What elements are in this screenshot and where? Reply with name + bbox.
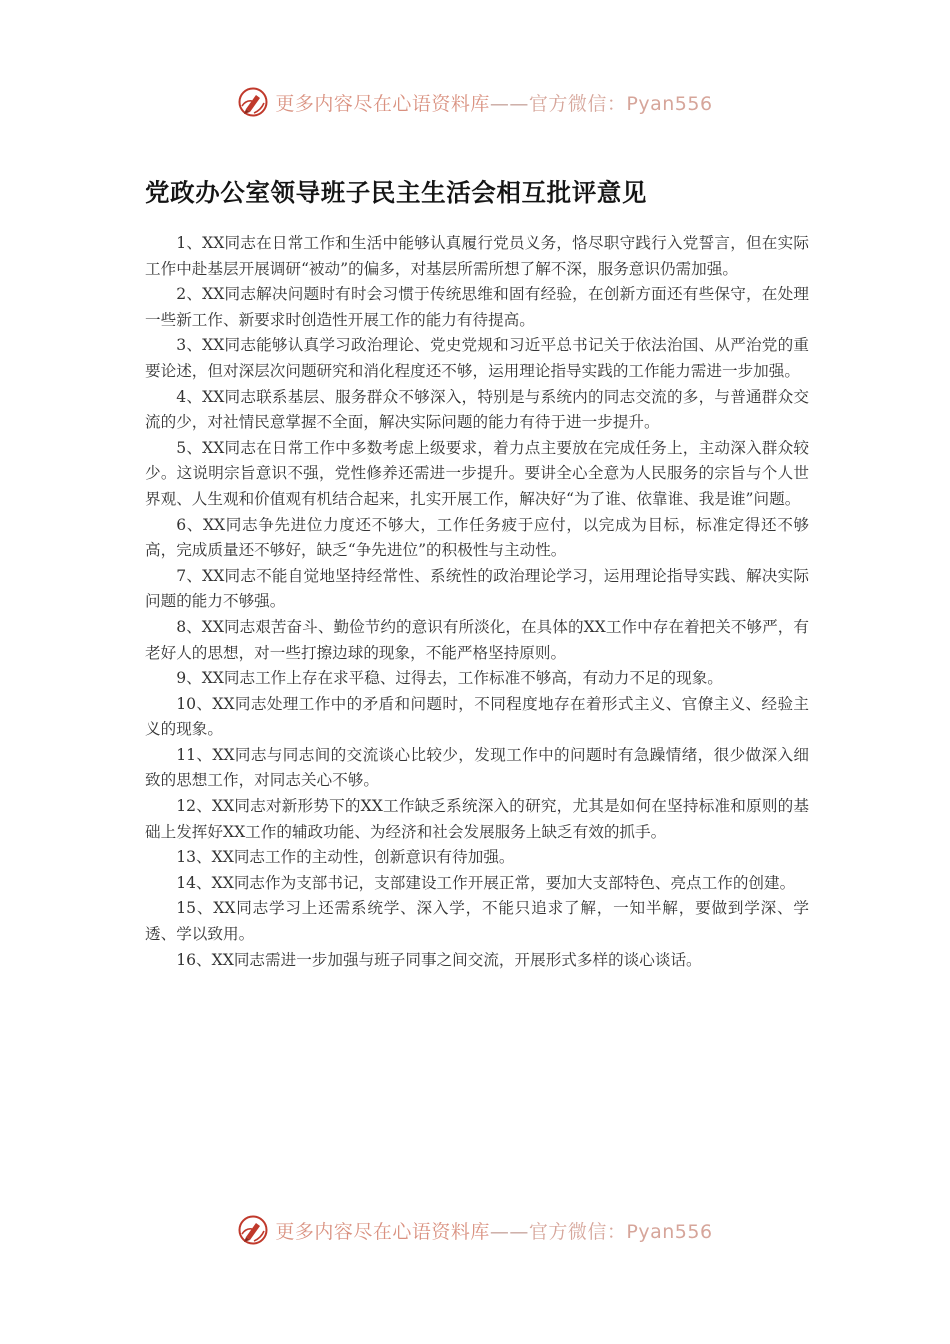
paragraph: 2、XX同志解决问题时有时会习惯于传统思维和固有经验，在创新方面还有些保守，在处理一些新工作、新要求时创造性开展工作的能力有待提高。 — [145, 285, 809, 329]
banner-wechat: 官方微信：Pyan556 — [528, 1220, 713, 1243]
paragraph: 15、XX同志学习上还需系统学、深入学，不能只追求了解，一知半解，要做到学深、学透、学以致用。 — [145, 899, 809, 944]
paragraph: 3、XX同志能够认真学习政治理论、党史党规和习近平总书记关于依法治国、从严治党的重要论述，但对深层次问题研究和消化程度还不够，运用理论指导实践的工作能力需进一步加强。 — [145, 336, 809, 380]
footer-banner-text — [275, 1217, 712, 1244]
paragraph: 7、XX同志不能自觉地坚持经常性、系统性的政治理论学习，运用理论指导实践、解决实际问题的能力不够强。 — [145, 566, 809, 611]
banner-dash: —— — [489, 1220, 529, 1243]
paragraph: 5、XX同志在日常工作中多数考虑上级要求，着力点主要放在完成任务上，主动深入群众较少。这说明宗旨意识不强，党性修养还需进一步提升。要讲全心全意为人民服务的宗旨与个人世界观、人生观和价值观有机结合起来，扎实开展工作，解决好“为了谁、依靠谁、我是谁”问题。 — [145, 438, 809, 508]
paragraph: 14、XX同志作为支部书记，支部建设工作开展正常，要加大支部特色、亮点工作的创建。 — [176, 873, 796, 892]
paragraph: 10、XX同志处理工作中的矛盾和问题时，不同程度地存在着形式主义、官僚主义、经验主义的现象。 — [145, 694, 809, 739]
paragraph: 13、XX同志工作的主动性，创新意识有待加强。 — [176, 848, 515, 867]
document-body — [145, 231, 809, 973]
header-banner-text — [275, 89, 712, 116]
banner-dash: —— — [489, 92, 529, 115]
pen-nib-logo-icon — [237, 1214, 269, 1246]
paragraph: 6、XX同志争先进位力度还不够大，工作任务疲于应付，以完成为目标，标准定得还不够高，完成质量还不够好，缺乏“争先进位”的积极性与主动性。 — [145, 515, 809, 560]
paragraph: 16、XX同志需进一步加强与班子同事之间交流，开展形式多样的谈心谈话。 — [176, 950, 702, 969]
banner-slogan: 更多内容尽在心语资料库 — [275, 1220, 490, 1243]
paragraph: 9、XX同志工作上存在求平稳、过得去，工作标准不够高，有动力不足的现象。 — [176, 669, 723, 688]
header-banner — [0, 80, 950, 124]
document-title: 党政办公室领导班子民主生活会相互批评意见 — [145, 178, 647, 207]
footer-banner — [0, 1208, 950, 1252]
paragraph: 4、XX同志联系基层、服务群众不够深入，特别是与系统内的同志交流的多，与普通群众交流的少，对社情民意掌握不全面，解决实际问题的能力有待于进一步提升。 — [145, 387, 809, 432]
banner-wechat: 官方微信：Pyan556 — [528, 92, 713, 115]
banner-slogan: 更多内容尽在心语资料库 — [275, 92, 490, 115]
paragraph: 1、XX同志在日常工作和生活中能够认真履行党员义务，恪尽职守践行入党誓言，但在实际工作中赴基层开展调研“被动”的偏多，对基层所需所想了解不深，服务意识仍需加强。 — [145, 234, 809, 278]
paragraph: 12、XX同志对新形势下的XX工作缺乏系统深入的研究，尤其是如何在坚持标准和原则的基础上发挥好XX工作的辅政功能、为经济和社会发展服务上缺乏有效的抓手。 — [145, 797, 809, 841]
pen-nib-logo-icon — [237, 86, 269, 118]
paragraph: 11、XX同志与同志间的交流谈心比较少，发现工作中的问题时有急躁情绪，很少做深入细致的思想工作，对同志关心不够。 — [145, 745, 809, 790]
paragraph: 8、XX同志艰苦奋斗、勤俭节约的意识有所淡化，在具体的XX工作中存在着把关不够严，有老好人的思想，对一些打擦边球的现象，不能严格坚持原则。 — [145, 617, 809, 662]
